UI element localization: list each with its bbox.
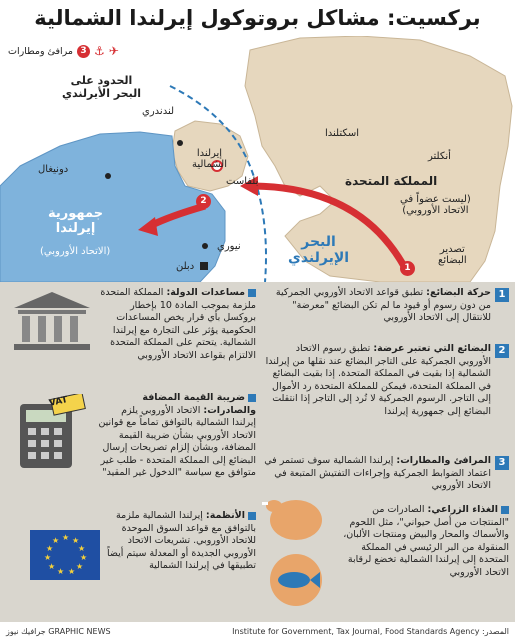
label-newry: نيوري — [217, 241, 241, 252]
chicken-icon — [262, 490, 330, 546]
legend — [8, 44, 119, 58]
page-title: بركسيت: مشاكل بروتوكول إيرلندا الشمالية — [34, 6, 481, 30]
label-belfast: بلفاست — [226, 176, 259, 187]
svg-text:★: ★ — [80, 553, 88, 562]
credit-text: جرافيك نيوز GRAPHIC NEWS — [6, 627, 111, 636]
aid-heading: مساعدات الدولة: — [166, 287, 245, 298]
section-2-heading: البضائع التي تعتبر عرضة: — [373, 343, 491, 354]
svg-text:★: ★ — [48, 562, 56, 571]
section-1-heading: حركة البضائع: — [426, 287, 491, 298]
section-4 — [339, 504, 509, 579]
bullet-square-icon — [248, 512, 256, 520]
aid-body: المملكة المتحدة ملزمة بموجب المادة 10 بإخطار بروكسل بأي قرار يخص المساعدات الحكومية يؤثر على التجارة مع إيرلندا الشمالية. يتحتم على المملكة المتحدة الالتزام بقواعد الاتحاد الأوروبي — [100, 287, 256, 361]
plane-icon: ✈ — [108, 44, 119, 58]
legend-number: 3 — [77, 45, 90, 58]
section-2-body: تطبق رسوم الاتحاد الأوروبي الجمركية على التاجر البضائع عند نقلها من إيرلندا الشمالية إذا بقيت في المملكة المتحدة. إذا بقيت البضائع في المملكة المتحدة، فيمكن للمملكة المتحدة رد الأموال إلى التاجر. الرسوم الجمركية لا تُرد إلى التاجر إذا انتقلت البضائع إلى جمهورية إيرلندا — [265, 343, 491, 417]
label-england: أنكلتر — [428, 151, 451, 162]
section-1 — [261, 287, 491, 325]
bank-icon — [12, 290, 92, 352]
regulations-body: إيرلندا الشمالية ملزمة بالتوافق مع قواعد السوق الموحدة للاتحاد الأوروبي. تشريعات الاتحاد الأوروبي الجديدة أو المعدلة سيتم أيضاً تطبيقها في إيرلندا الشمالية — [107, 510, 256, 571]
vat-section — [96, 392, 256, 480]
map — [0, 36, 515, 282]
label-donegal: دونيغال — [38, 164, 69, 175]
svg-text:★: ★ — [57, 567, 65, 576]
anchor-icon: ⚓ — [93, 44, 105, 58]
vat-body: الاتحاد الأوروبي يلزم إيرلندا الشمالية بالتوافق تماماً مع قوانين الاتحاد الأوروبي بشأن ضريبة القيمة المضافة، وبشأن إلزام تصريحات إرسال البضائع إلى المملكة المتحدة - طلب غير متوافق مع سياسة "الدخول غير المقيد" — [98, 404, 256, 478]
section-3-heading: المرافئ والمطارات: — [396, 455, 491, 466]
svg-text:★: ★ — [72, 536, 80, 545]
eu-flag-icon — [30, 530, 100, 590]
vat-heading: ضريبة القيمة المضافة والصادرات: — [142, 392, 256, 416]
label-dublin: دبلن — [176, 261, 195, 272]
label-uk-note: (ليست عضواً في الاتحاد الأوروبي) — [400, 194, 471, 216]
legend-label: مرافئ ومطارات — [8, 45, 73, 57]
info-panel — [0, 282, 515, 622]
svg-text:★: ★ — [62, 533, 70, 542]
svg-text:★: ★ — [52, 536, 60, 545]
svg-text:★: ★ — [68, 567, 76, 576]
svg-text:★: ★ — [76, 562, 84, 571]
section-3-number: 3 — [495, 456, 509, 470]
section-4-heading: الغذاء الزراعي: — [427, 504, 498, 515]
step-1-marker: 1 — [400, 261, 415, 276]
aid-section — [96, 287, 256, 362]
label-scotland: اسكتلندا — [325, 128, 360, 139]
vat-sign: VAT — [48, 395, 69, 409]
regulations-section — [96, 510, 256, 573]
section-3 — [261, 455, 491, 493]
source-bar — [0, 624, 515, 641]
svg-text:★: ★ — [78, 544, 86, 553]
label-roi-note: (الاتحاد الأوروبي) — [40, 246, 111, 257]
label-uk: المملكة المتحدة — [345, 174, 438, 188]
section-1-body: تطبق قواعد الاتحاد الأوروبي الجمركية من دون رسوم أو قيود ما لم تكن البضائع "معرضة" للانتقال إلى الاتحاد الأوروبي — [275, 287, 491, 323]
bullet-square-icon — [248, 289, 256, 297]
svg-text:★: ★ — [44, 553, 52, 562]
label-londonderry: لندندري — [142, 106, 175, 117]
section-2 — [261, 343, 491, 418]
regulations-heading: الأنظمة: — [205, 510, 245, 521]
bullet-square-icon — [501, 506, 509, 514]
section-3-body: إيرلندا الشمالية سوف تستمر في اعتماد الضوابط الجمركية وإجراءات التفتيش المتبعة في الاتحاد الأوروبي — [264, 455, 491, 491]
label-roi: جمهورية إيرلندا — [48, 206, 104, 236]
bullet-square-icon — [248, 394, 256, 402]
section-4-body: الصادرات من "المنتجات من أصل حيواني"، مثل اللحوم والأسماك والمحار والبيض ومنتجات الألبان، المنقولة من البر الرئيسي في المملكة المتحدة إلى إيرلندا الشمالية تخضع لرقابة الاتحاد الأوروبي — [343, 504, 509, 578]
label-irish-sea: البحر الإيرلندي — [288, 234, 350, 266]
section-1-number: 1 — [495, 288, 509, 302]
fish-icon — [262, 552, 330, 608]
label-export: تصدير البضائع — [438, 244, 467, 266]
label-northern-ireland: إيرلندا الشمالية — [192, 148, 227, 170]
section-2-number: 2 — [495, 344, 509, 358]
svg-text:★: ★ — [46, 544, 54, 553]
step-2-marker: 2 — [196, 194, 211, 209]
border-label: الحدود على البحر الأيرلندي — [62, 74, 141, 100]
source-text: المصدر: Institute for Government, Tax Journal, Food Standards Agency — [232, 627, 509, 636]
